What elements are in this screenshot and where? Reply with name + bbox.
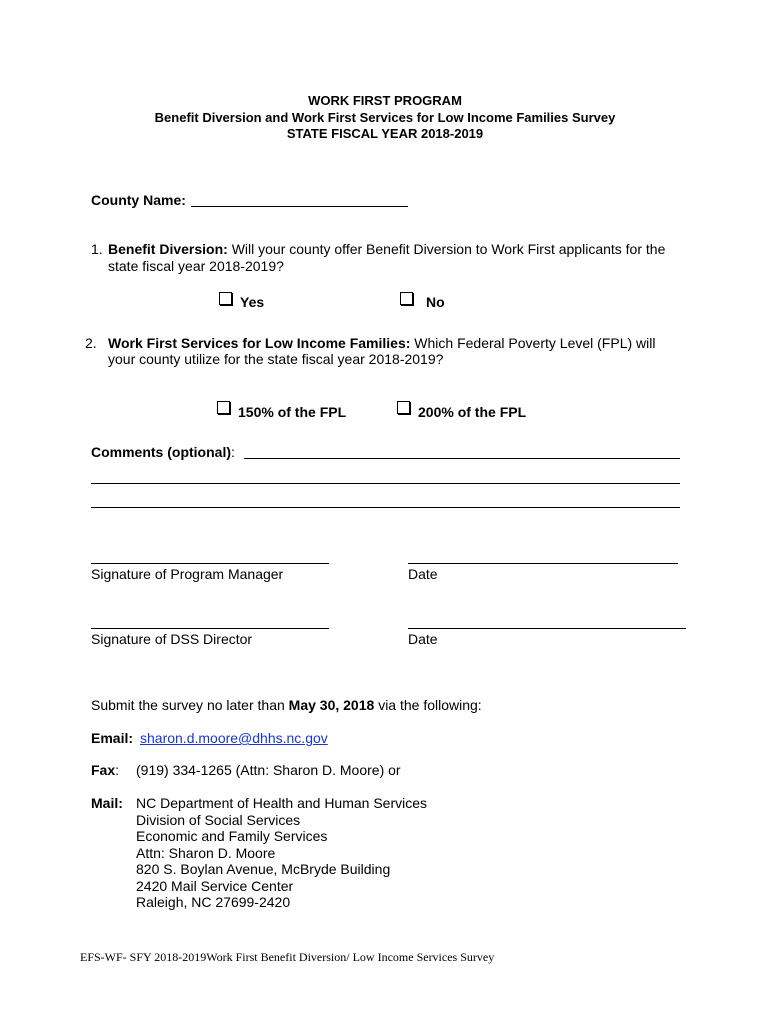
submit-deadline: May 30, 2018 <box>288 697 375 713</box>
q2-text-line2: your county utilize for the state fiscal year 2018-2019? <box>108 351 444 367</box>
submit-suffix: via the following: <box>378 697 482 713</box>
fax-label-row <box>91 762 119 779</box>
q2-line1 <box>108 335 655 352</box>
comments-label: Comments (optional) <box>91 444 231 460</box>
yes-label: Yes <box>240 294 265 310</box>
no-label: No <box>426 294 445 310</box>
fax-label: Fax <box>91 762 116 778</box>
address-line: Raleigh, NC 27699-2420 <box>136 894 291 910</box>
q1-text-line2: state fiscal year 2018-2019? <box>108 258 284 274</box>
fpl-200-checkbox[interactable] <box>397 401 410 414</box>
q1-heading: Benefit Diversion: <box>108 241 228 257</box>
comments-field[interactable] <box>244 458 680 459</box>
title-program: WORK FIRST PROGRAM <box>308 93 462 108</box>
program-manager-signature-label: Signature of Program Manager <box>91 566 284 582</box>
q2-number: 2. <box>85 335 97 351</box>
date-line-1[interactable] <box>408 563 678 564</box>
comments-row <box>91 444 235 461</box>
email-link[interactable]: sharon.d.moore@dhhs.nc.gov <box>140 730 328 746</box>
q1-line1 <box>108 241 665 258</box>
q1-text-line1: Will your county offer Benefit Diversion to Work First applicants for the <box>231 241 666 257</box>
fpl-200-label: 200% of the FPL <box>418 404 527 420</box>
address-line: NC Department of Health and Human Services <box>136 795 428 811</box>
yes-checkbox[interactable] <box>219 292 232 305</box>
address-line: Economic and Family Services <box>136 828 328 844</box>
submit-prefix: Submit the survey no later than <box>91 697 285 713</box>
title-survey: Benefit Diversion and Work First Services for Low Income Families Survey <box>154 109 616 125</box>
comments-line-3[interactable] <box>91 507 680 508</box>
county-name-label: County Name: <box>91 192 186 208</box>
date-line-2[interactable] <box>408 628 686 629</box>
title-fiscal-year: STATE FISCAL YEAR 2018-2019 <box>286 126 484 141</box>
submit-instructions <box>91 697 482 714</box>
address-line: Division of Social Services <box>136 811 301 828</box>
mail-address <box>136 795 427 911</box>
fax-number: (919) 334-1265 (Attn: Sharon D. Moore) or <box>136 762 401 778</box>
date-label-2: Date <box>408 631 438 647</box>
dss-director-signature-line[interactable] <box>91 628 329 629</box>
document-footer: EFS-WF- SFY 2018-2019Work First Benefit Diversion/ Low Income Services Survey <box>80 950 495 964</box>
date-label-1: Date <box>408 566 438 582</box>
dss-director-signature-label: Signature of DSS Director <box>91 631 253 647</box>
email-label: Email: <box>91 730 134 746</box>
fpl-150-label: 150% of the FPL <box>238 404 347 420</box>
address-line: 2420 Mail Service Center <box>136 877 294 894</box>
mail-label: Mail: <box>91 795 123 811</box>
document-title <box>0 93 770 143</box>
program-manager-signature-line[interactable] <box>91 563 329 564</box>
county-name-field[interactable] <box>191 206 408 207</box>
fpl-150-checkbox[interactable] <box>217 401 230 414</box>
q2-heading: Work First Services for Low Income Families: <box>108 335 411 351</box>
q1-number: 1. <box>91 241 103 257</box>
no-checkbox[interactable] <box>400 292 413 305</box>
fax-colon: : <box>115 762 120 778</box>
comments-line-2[interactable] <box>91 483 680 484</box>
address-line: Attn: Sharon D. Moore <box>136 844 276 861</box>
q2-text-line1: Which Federal Poverty Level (FPL) will <box>414 335 656 351</box>
address-line: 820 S. Boylan Avenue, McBryde Building <box>136 861 391 877</box>
comments-colon: : <box>231 444 235 460</box>
